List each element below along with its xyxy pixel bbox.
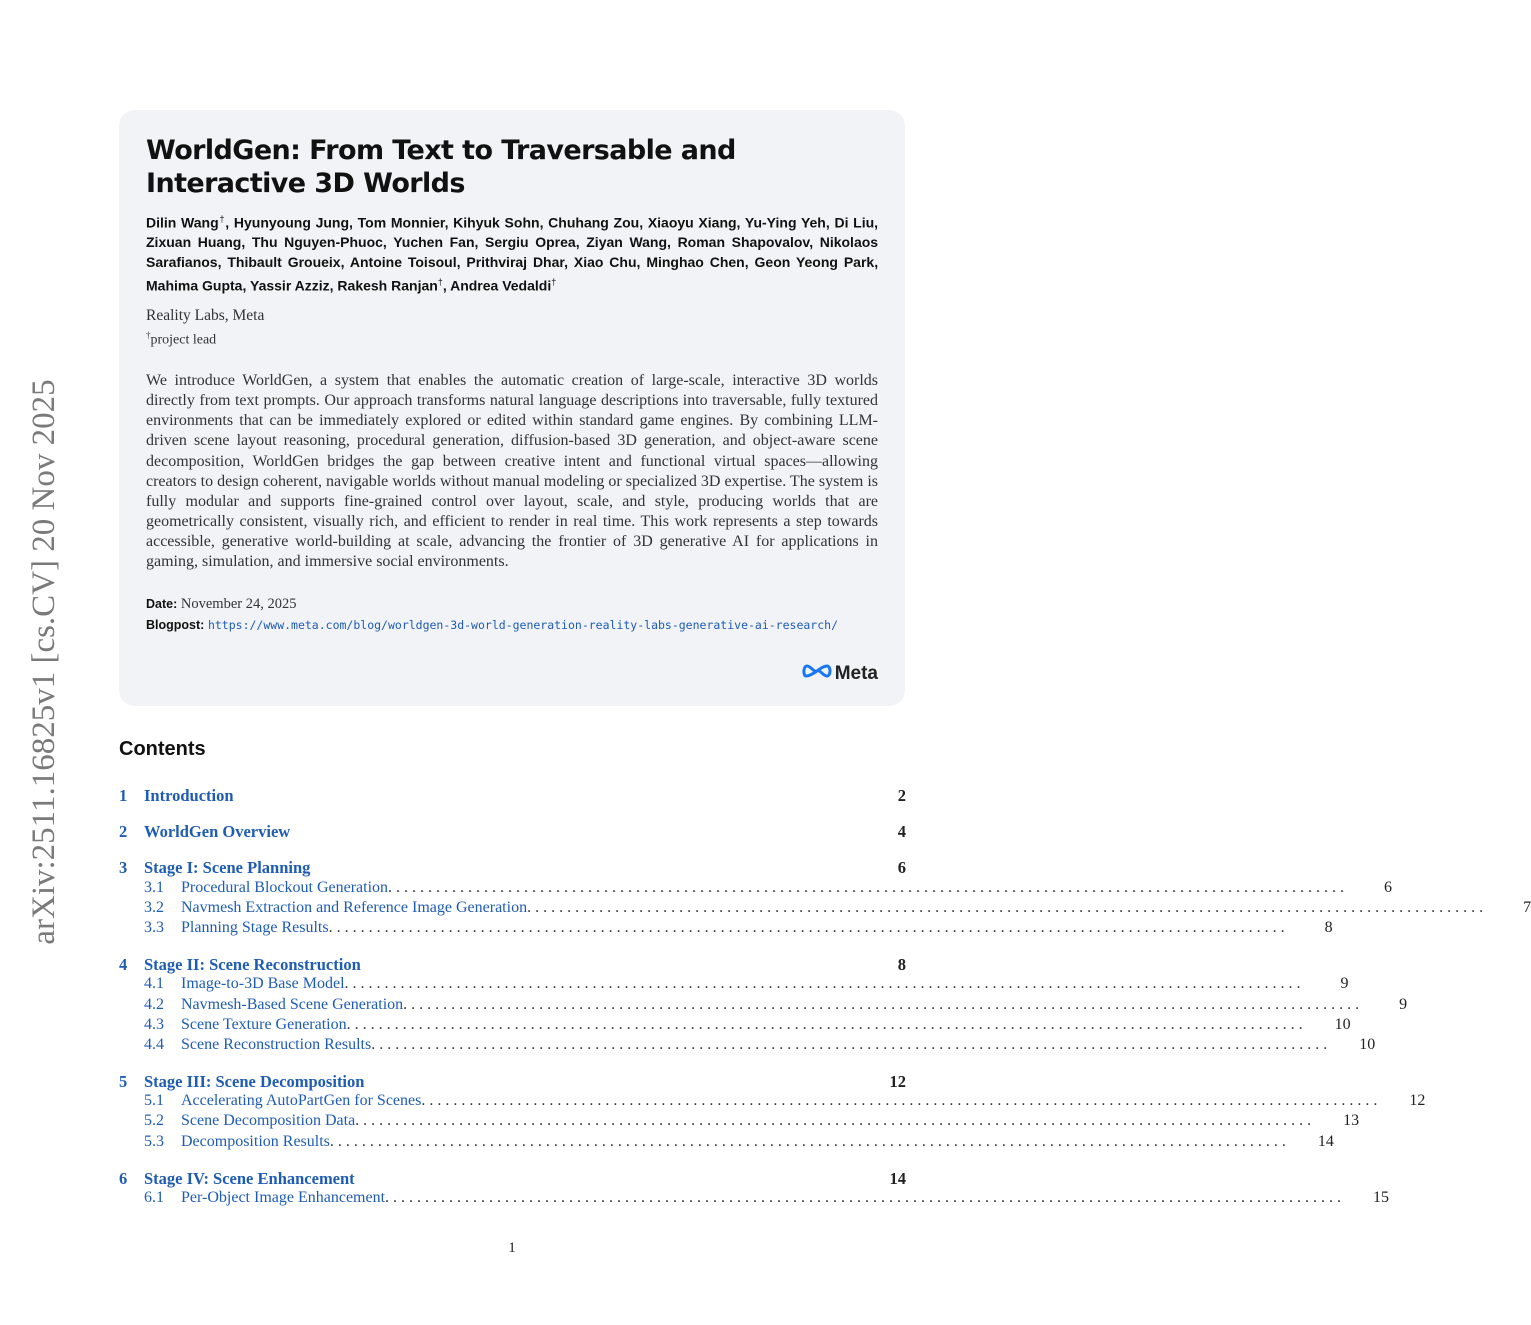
date-line	[146, 594, 878, 615]
toc-subsection-entry[interactable]	[119, 1092, 1426, 1112]
toc-section	[119, 858, 1531, 939]
toc-subsection-title[interactable]: Scene Reconstruction Results	[181, 1035, 372, 1053]
author-name: Zixuan Huang	[146, 234, 242, 251]
author-name: Thibault Groueix	[227, 254, 341, 271]
toc-section	[119, 786, 906, 806]
author-name: Roman Shapovalov	[677, 234, 810, 251]
toc-section	[119, 1072, 1426, 1153]
toc-section	[119, 955, 1408, 1056]
toc-page-number: 6	[897, 858, 906, 878]
toc-page-number: 14	[1317, 1132, 1334, 1150]
toc-section-title[interactable]: Introduction	[144, 786, 234, 805]
toc-section-entry[interactable]	[119, 822, 906, 842]
toc-subsection-number: 4.4	[144, 1035, 164, 1053]
toc-page-number: 12	[1409, 1092, 1426, 1110]
author-mark: †	[437, 277, 443, 288]
toc-subsection-entry[interactable]	[119, 898, 1531, 919]
contents-heading: Contents	[119, 738, 206, 760]
toc-page-number: 8	[897, 955, 906, 975]
toc-subsection-number: 3.2	[144, 898, 164, 916]
toc-subsection-number: 5.2	[144, 1112, 164, 1130]
blogpost-link[interactable]: https://www.meta.com/blog/worldgen-3d-world-generation-reality-labs-generative-ai-research/	[207, 618, 838, 633]
toc-subsection-entry[interactable]	[119, 878, 1393, 899]
toc-section-entry[interactable]	[119, 786, 906, 806]
toc-subsection-title[interactable]: Scene Decomposition Data	[181, 1112, 356, 1130]
toc-page-number: 4	[897, 822, 906, 842]
author-name: Mahima Gupta	[146, 277, 243, 294]
toc-subsection-title[interactable]: Navmesh Extraction and Reference Image Generation	[181, 898, 528, 916]
toc-page-number: 14	[889, 1168, 906, 1188]
author-name: Prithviraj Dhar	[466, 254, 565, 271]
toc-subsection-number: 3.3	[144, 918, 164, 936]
paper-title: WorldGen: From Text to Traversable and Interactive 3D Worlds	[146, 135, 736, 199]
toc-section-entry[interactable]	[119, 1072, 906, 1092]
toc-page-number: 10	[1359, 1035, 1376, 1053]
toc-section-title[interactable]: Stage III: Scene Decomposition	[144, 1072, 365, 1092]
project-lead-footnote	[146, 326, 878, 350]
toc-subsection-number: 5.1	[144, 1092, 164, 1110]
toc-subsection-entry[interactable]	[119, 975, 1349, 995]
toc-leader-dots: . . . . . . . . . . . . . . . . . . . . . . . . . . . . . . . . . . . . . . . . . . . . . . . . . . . . . . . . . . . . . . . . . . . . . . . . . . . . . . . . . . . . . . . . . . . . . . . . . . . . . . . . . . . . . . . . . . . . . . . .	[385, 1189, 1342, 1206]
meta-logo	[802, 662, 878, 686]
author-name: Xiaoyu Xiang	[647, 214, 737, 231]
author-name: Yuchen Fan	[393, 234, 475, 251]
author-name: Kihyuk Sohn	[453, 214, 540, 231]
author-list: Dilin Wang†, Hyunyoung Jung, Tom Monnier, Kihyuk Sohn, Chuhang Zou, Xiaoyu Xiang, Yu-Ying Yeh, Di Liu, Zixuan Huang, Thu Nguyen-Phuoc, Yuchen Fan, Sergiu Oprea, Ziyan Wang, Roman Shapovalov, Nikolaos Sarafianos, Thibault Groueix, Antoine Toisoul, Prithviraj Dhar, Xiao Chu, Minghao Chen, Geon Yeong Park, Mahima Gupta, Yassir Azziz, Rakesh Ranjan†, Andrea Vedaldi†	[146, 214, 879, 294]
toc-leader-dots: . . . . . . . . . . . . . . . . . . . . . . . . . . . . . . . . . . . . . . . . . . . . . . . . . . . . . . . . . . . . . . . . . . . . . . . . . . . . . . . . . . . . . . . . . . . . . . . . . . . . . . . . . . . . . . . . . . . . . . . .	[329, 1132, 1286, 1150]
toc-leader-dots: . . . . . . . . . . . . . . . . . . . . . . . . . . . . . . . . . . . . . . . . . . . . . . . . . . . . . . . . . . . . . . . . . . . . . . . . . . . . . . . . . . . . . . . . . . . . . . . . . . . . . . . . . . . . . . . . . . . . . . . .	[371, 1035, 1328, 1053]
toc-section	[119, 1168, 1390, 1209]
paper-header-box	[119, 110, 905, 706]
footnote-text: project lead	[150, 332, 217, 348]
toc-section	[119, 822, 906, 842]
toc-subsection-title[interactable]: Planning Stage Results	[181, 918, 329, 936]
author-name: Geon Yeong Park	[754, 254, 875, 271]
blogpost-line	[146, 615, 878, 636]
blogpost-label: Blogpost:	[146, 618, 205, 633]
toc-subsection-number: 5.3	[144, 1132, 164, 1150]
author-mark: †	[218, 214, 226, 224]
toc-section-number: 4	[119, 955, 128, 975]
toc-section-title[interactable]: WorldGen Overview	[144, 822, 291, 842]
toc-page-number: 13	[1343, 1112, 1360, 1130]
toc-subsection-number: 4.1	[144, 975, 164, 993]
toc-section-number: 3	[119, 858, 128, 878]
toc-subsection-title[interactable]: Procedural Blockout Generation	[181, 878, 389, 896]
toc-subsection-title[interactable]: Navmesh-Based Scene Generation	[181, 995, 404, 1013]
toc-subsection-number: 4.3	[144, 1015, 164, 1033]
toc-subsection-entry[interactable]	[119, 1015, 1351, 1036]
toc-leader-dots: . . . . . . . . . . . . . . . . . . . . . . . . . . . . . . . . . . . . . . . . . . . . . . . . . . . . . . . . . . . . . . . . . . . . . . . . . . . . . . . . . . . . . . . . . . . . . . . . . . . . . . . . . . . . . . . . . . . . . . . .	[388, 878, 1345, 896]
toc-subsection-entry[interactable]	[119, 918, 1333, 939]
toc-leader-dots: . . . . . . . . . . . . . . . . . . . . . . . . . . . . . . . . . . . . . . . . . . . . . . . . . . . . . . . . . . . . . . . . . . . . . . . . . . . . . . . . . . . . . . . . . . . . . . . . . . . . . . . . . . . . . . . . . . . . . . . .	[527, 898, 1484, 916]
toc-section-title[interactable]: Stage I: Scene Planning	[144, 858, 311, 878]
toc-subsection-title[interactable]: Scene Texture Generation	[181, 1015, 347, 1033]
toc-section-number: 5	[119, 1072, 128, 1092]
toc-section-title[interactable]: Stage II: Scene Reconstruction	[144, 955, 361, 975]
toc-page-number: 15	[1373, 1189, 1390, 1206]
toc-section-number: 2	[119, 822, 128, 842]
toc-page-number: 8	[1324, 918, 1333, 936]
author-name: Thu Nguyen-Phuoc	[251, 234, 383, 251]
toc-subsection-title[interactable]: Decomposition Results	[181, 1132, 330, 1150]
toc-subsection-title[interactable]: Accelerating AutoPartGen for Scenes	[181, 1092, 422, 1110]
toc-section-number: 6	[119, 1168, 128, 1188]
toc-page-number: 12	[889, 1072, 906, 1092]
author-name: Yassir Azziz	[250, 277, 330, 294]
toc-leader-dots: . . . . . . . . . . . . . . . . . . . . . . . . . . . . . . . . . . . . . . . . . . . . . . . . . . . . . . . . . . . . . . . . . . . . . . . . . . . . . . . . . . . . . . . . . . . . . . . . . . . . . . . . . . . . . . . . . . . . . . . .	[421, 1092, 1378, 1110]
date-label: Date:	[146, 597, 178, 612]
author-name: Hyunyoung Jung	[233, 214, 350, 231]
toc-section-entry[interactable]	[119, 858, 906, 878]
toc-section-number: 1	[119, 786, 128, 805]
author-name: Sergiu Oprea	[485, 234, 576, 251]
toc-section-entry[interactable]	[119, 1169, 906, 1189]
meta-infinity-logo-icon	[802, 662, 832, 686]
toc-leader-dots: . . . . . . . . . . . . . . . . . . . . . . . . . . . . . . . . . . . . . . . . . . . . . . . . . . . . . . . . . . . . . . . . . . . . . . . . . . . . . . . . . . . . . . . . . . . . . . . . . . . . . . . . . . . . . . . . . . . . . . . .	[355, 1112, 1312, 1130]
author-name: Xiao Chu	[573, 254, 637, 271]
toc-subsection-number: 3.1	[144, 878, 164, 896]
author-name: Minghao Chen	[646, 254, 745, 271]
toc-leader-dots: . . . . . . . . . . . . . . . . . . . . . . . . . . . . . . . . . . . . . . . . . . . . . . . . . . . . . . . . . . . . . . . . . . . . . . . . . . . . . . . . . . . . . . . . . . . . . . . . . . . . . . . . . . . . . . . . . . . . . . . .	[328, 918, 1285, 936]
toc-leader-dots: . . . . . . . . . . . . . . . . . . . . . . . . . . . . . . . . . . . . . . . . . . . . . . . . . . . . . . . . . . . . . . . . . . . . . . . . . . . . . . . . . . . . . . . . . . . . . . . . . . . . . . . . . . . . . . . . . . . . . . . .	[346, 1015, 1303, 1033]
arxiv-identifier-stamp: arXiv:2511.16825v1 [cs.CV] 20 Nov 2025	[26, 379, 62, 945]
toc-subsection-entry[interactable]	[119, 995, 1408, 1016]
meta-logo-text: Meta	[834, 663, 878, 684]
footnote-mark: †	[146, 329, 151, 340]
toc-subsection-title[interactable]: Image-to-3D Base Model	[181, 975, 345, 993]
toc-leader-dots: . . . . . . . . . . . . . . . . . . . . . . . . . . . . . . . . . . . . . . . . . . . . . . . . . . . . . . . . . . . . . . . . . . . . . . . . . . . . . . . . . . . . . . . . . . . . . . . . . . . . . . . . . . . . . . . . . . . . . . . .	[403, 995, 1360, 1013]
date-value: November 24, 2025	[180, 596, 297, 613]
author-name: Antoine Toisoul	[349, 254, 457, 271]
author-mark: †	[551, 277, 557, 288]
toc-subsection-number: 6.1	[144, 1189, 164, 1206]
toc-page-number: 9	[1399, 995, 1408, 1013]
affiliation: Reality Labs, Meta	[146, 306, 265, 324]
toc-section-title[interactable]: Stage IV: Scene Enhancement	[144, 1168, 355, 1188]
author-name: Nikolaos Sarafianos	[146, 234, 879, 271]
toc-page-number: 9	[1340, 975, 1349, 993]
author-name: Dilin Wang	[146, 214, 219, 231]
toc-leader-dots: . . . . . . . . . . . . . . . . . . . . . . . . . . . . . . . . . . . . . . . . . . . . . . . . . . . . . . . . . . . . . . . . . . . . . . . . . . . . . . . . . . . . . . . . . . . . . . . . . . . . . . . . . . . . . . . . . . . . . . . .	[344, 975, 1301, 993]
toc-subsection-entry[interactable]	[119, 1112, 1360, 1132]
page-number: 1	[508, 1240, 516, 1256]
author-name: Rakesh Ranjan	[337, 277, 438, 294]
author-name: Yu-Ying Yeh	[744, 214, 826, 231]
abstract: We introduce WorldGen, a system that enables the automatic creation of large-scale, interactive 3D worlds directly from text prompts. Our approach transforms natural language descriptions into traversable, fully textured environments that can be immediately explored or edited within standard game engines. By combining LLM-driven scene layout reasoning, procedural generation, diffusion-based 3D generation, and object-aware scene decomposition, WorldGen bridges the gap between creative intent and functional virtual spaces—allowing creators to design coherent, navigable worlds without manual modeling or specialized 3D expertise. The system is fully modular and supports fine-grained control over layout, scale, and style, producing worlds that are geometrically consistent, visually rich, and efficient to render in real time. This work represents a step towards accessible, generative world-building at scale, advancing the frontier of 3D generative AI for applications in gaming, simulation, and immersive social environments.	[146, 372, 878, 570]
toc-subsection-number: 4.2	[144, 995, 164, 1013]
toc-page-number: 2	[897, 786, 906, 805]
toc-subsection-entry[interactable]	[119, 1035, 1376, 1056]
toc-page-number: 6	[1384, 878, 1393, 896]
toc-page-number: 10	[1334, 1015, 1351, 1033]
author-name: Chuhang Zou	[548, 214, 640, 231]
author-name: Tom Monnier	[357, 214, 445, 231]
toc-page-number: 7	[1523, 898, 1531, 916]
author-name: Ziyan Wang	[586, 234, 668, 251]
table-of-contents	[119, 786, 1531, 1225]
author-name: Di Liu	[834, 214, 875, 231]
toc-subsection-entry[interactable]	[119, 1189, 1390, 1209]
toc-section-entry[interactable]	[119, 955, 906, 975]
author-name: Andrea Vedaldi	[450, 277, 552, 294]
toc-subsection-title[interactable]: Per-Object Image Enhancement	[181, 1189, 386, 1206]
toc-subsection-entry[interactable]	[119, 1132, 1334, 1153]
